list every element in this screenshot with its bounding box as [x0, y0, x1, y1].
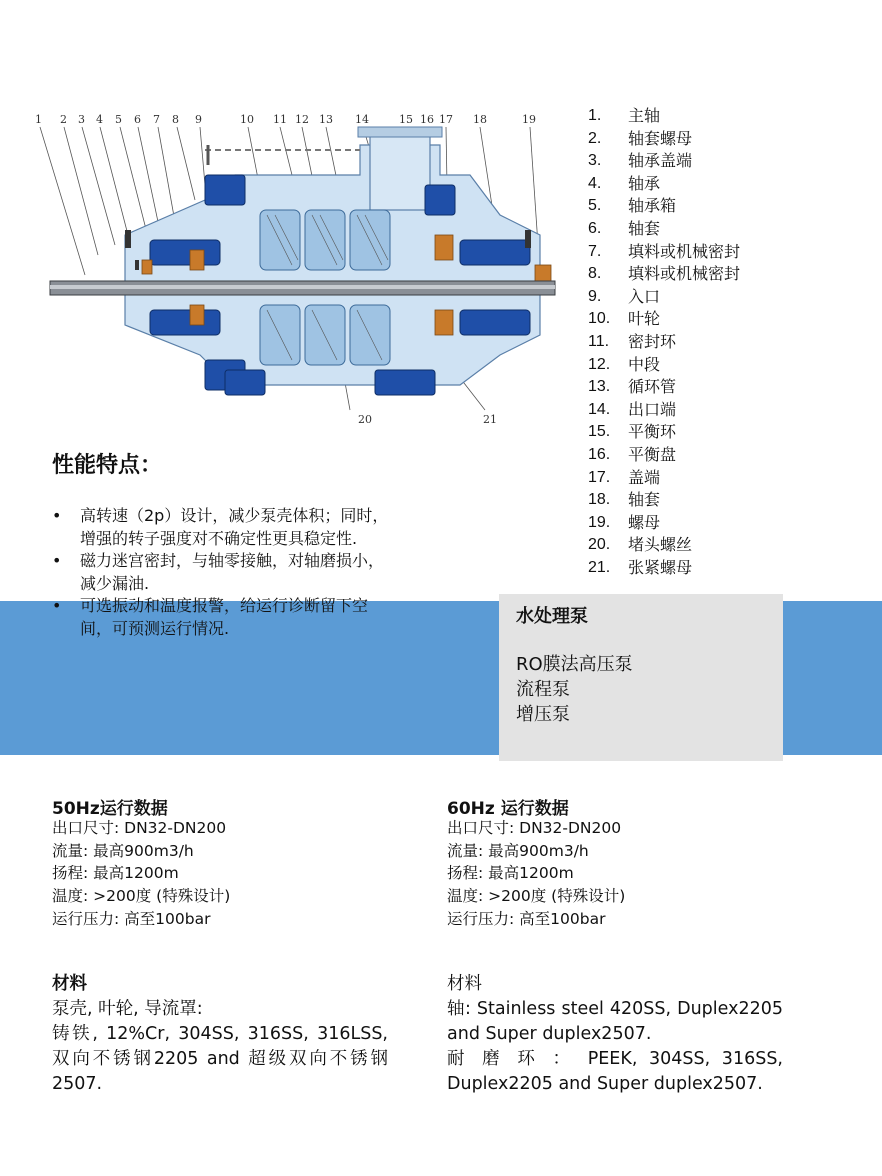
part-number: 6.: [588, 219, 602, 237]
bullet-icon: •: [52, 506, 62, 525]
part-number: 9.: [588, 287, 602, 305]
part-name: 主轴: [628, 106, 661, 125]
part-item: [588, 534, 878, 557]
materials-right: [447, 972, 783, 1097]
part-name: 平衡环: [628, 422, 677, 442]
callout-label: 21: [483, 413, 497, 426]
callout-label: 14: [355, 113, 369, 126]
part-number: 7.: [588, 242, 602, 260]
part-number: 4.: [588, 174, 602, 192]
part-number: 14.: [588, 400, 611, 418]
part-name: 轴承: [628, 173, 661, 193]
part-number: 13.: [588, 378, 611, 396]
part-number: 11.: [588, 332, 610, 350]
feature-text: 高转速（2p）设计，减少泵壳体积；同时，增强的转子强度对不确定性更具稳定性.: [80, 506, 389, 548]
part-number: 17.: [588, 468, 611, 486]
part-item: [588, 376, 878, 399]
part-name: 螺母: [628, 512, 661, 532]
part-name: 密封环: [628, 331, 677, 351]
callout-label: 4: [96, 113, 103, 126]
callout-label: 9: [195, 113, 202, 126]
spec-row: 出口尺寸: DN32-DN200: [447, 819, 622, 837]
materials-left-line: 铸铁, 12%Cr, 304SS, 316SS, 316LSS, 双向不锈钢2205 and 超级双向不锈钢2507.: [52, 1024, 388, 1094]
features-list: [52, 505, 397, 640]
part-number: 8.: [588, 265, 602, 283]
part-name: 张紧螺母: [628, 557, 693, 577]
callout-label: 1: [35, 113, 42, 126]
callout-label: 3: [78, 113, 85, 126]
part-name: 盖端: [628, 467, 661, 487]
part-item: [588, 308, 878, 331]
application-item: 增压泵: [516, 704, 570, 725]
part-name: 叶轮: [628, 309, 661, 329]
bullet-icon: •: [52, 596, 62, 615]
part-name: 轴承盖端: [628, 151, 693, 171]
part-item: [588, 105, 878, 128]
parts-list: [588, 105, 878, 579]
spec-row: 扬程: 最高1200m: [52, 864, 179, 883]
feature-item: [52, 505, 397, 550]
data-60hz-title: 60Hz 运行数据: [447, 799, 569, 819]
part-number: 5.: [588, 197, 602, 215]
part-item: [588, 173, 878, 196]
callout-label: 11: [273, 113, 287, 126]
part-name: 入口: [628, 286, 661, 306]
part-item: [588, 512, 878, 535]
callout-label: 18: [473, 113, 487, 126]
data-60hz-list: [447, 817, 787, 931]
part-number: 15.: [588, 423, 611, 441]
applications-list: [516, 652, 633, 727]
callout-label: 17: [439, 113, 453, 126]
spec-row: 温度: >200度 (特殊设计): [52, 887, 231, 906]
materials-left: [52, 972, 388, 1097]
part-number: 1.: [588, 107, 602, 124]
features-title: 性能特点：: [52, 453, 163, 478]
part-name: 轴套: [628, 490, 661, 510]
feature-text: 磁力迷宫密封，与轴零接触，对轴磨损小，减少漏油.: [80, 551, 385, 593]
callout-label: 7: [153, 113, 160, 126]
part-name: 平衡盘: [628, 444, 677, 464]
part-name: 中段: [628, 354, 661, 374]
part-item: [588, 128, 878, 151]
part-name: 堵头螺丝: [628, 535, 693, 555]
spec-row: 流量: 最高900m3/h: [447, 841, 589, 860]
callout-label: 2: [60, 113, 67, 126]
part-item: [588, 331, 878, 354]
part-name: 填料或机械密封: [628, 264, 741, 284]
materials-left-line: 泵壳, 叶轮, 导流罩:: [52, 999, 203, 1019]
callout-label: 13: [319, 113, 333, 126]
callout-label: 10: [240, 113, 254, 126]
callout-label: 8: [172, 113, 179, 126]
spec-row: 运行压力: 高至100bar: [447, 909, 606, 928]
callout-label: 16: [420, 113, 434, 126]
part-item: [588, 421, 878, 444]
bullet-icon: •: [52, 551, 62, 570]
callout-label: 6: [134, 113, 141, 126]
part-number: 3.: [588, 152, 602, 170]
materials-right-title: 材料: [447, 974, 482, 994]
data-50hz-list: [52, 817, 392, 931]
data-50hz-title: 50Hz运行数据: [52, 799, 168, 819]
part-item: [588, 467, 878, 490]
spec-row: 扬程: 最高1200m: [447, 864, 574, 883]
applications-title: 水处理泵: [516, 606, 588, 627]
application-item: RO膜法高压泵: [516, 654, 633, 675]
part-number: 18.: [588, 491, 611, 509]
spec-row: 流量: 最高900m3/h: [52, 841, 194, 860]
materials-right-line: 耐 磨 环 ： PEEK, 304SS, 316SS, Duplex2205 and Super duplex2507.: [447, 1049, 783, 1094]
part-name: 轴套螺母: [628, 128, 693, 148]
part-name: 轴承箱: [628, 196, 677, 216]
materials-right-line: 轴: Stainless steel 420SS, Duplex2205 and Super duplex2507.: [447, 999, 783, 1044]
part-number: 20.: [588, 536, 611, 554]
spec-row: 温度: >200度 (特殊设计): [447, 887, 626, 906]
callout-label: 15: [399, 113, 413, 126]
callout-label: 5: [115, 113, 122, 126]
part-item: [588, 286, 878, 309]
materials-left-title: 材料: [52, 974, 87, 994]
callout-label: 19: [522, 113, 536, 126]
spec-row: 出口尺寸: DN32-DN200: [52, 819, 227, 837]
part-name: 填料或机械密封: [628, 241, 741, 261]
callout-label: 12: [295, 113, 309, 126]
feature-item: [52, 550, 397, 595]
application-item: 流程泵: [516, 679, 570, 700]
part-number: 19.: [588, 513, 611, 531]
part-number: 12.: [588, 355, 611, 373]
part-item: [588, 263, 878, 286]
pump-cross-section-diagram: [30, 105, 575, 435]
part-item: [588, 218, 878, 241]
part-number: 16.: [588, 445, 611, 463]
spec-row: 运行压力: 高至100bar: [52, 909, 211, 928]
part-item: [588, 557, 878, 580]
part-number: 2.: [588, 129, 602, 147]
part-item: [588, 354, 878, 377]
part-number: 21.: [588, 558, 611, 576]
part-name: 出口端: [628, 399, 677, 419]
part-number: 10.: [588, 310, 611, 328]
feature-item: [52, 595, 397, 640]
part-item: [588, 195, 878, 218]
part-item: [588, 444, 878, 467]
part-item: [588, 489, 878, 512]
part-name: 轴套: [628, 218, 661, 238]
part-item: [588, 399, 878, 422]
part-item: [588, 241, 878, 264]
part-name: 循环管: [628, 377, 677, 397]
callout-label: 20: [358, 413, 372, 426]
part-item: [588, 150, 878, 173]
feature-text: 可选振动和温度报警，给运行诊断留下空间，可预测运行情况.: [80, 596, 369, 638]
